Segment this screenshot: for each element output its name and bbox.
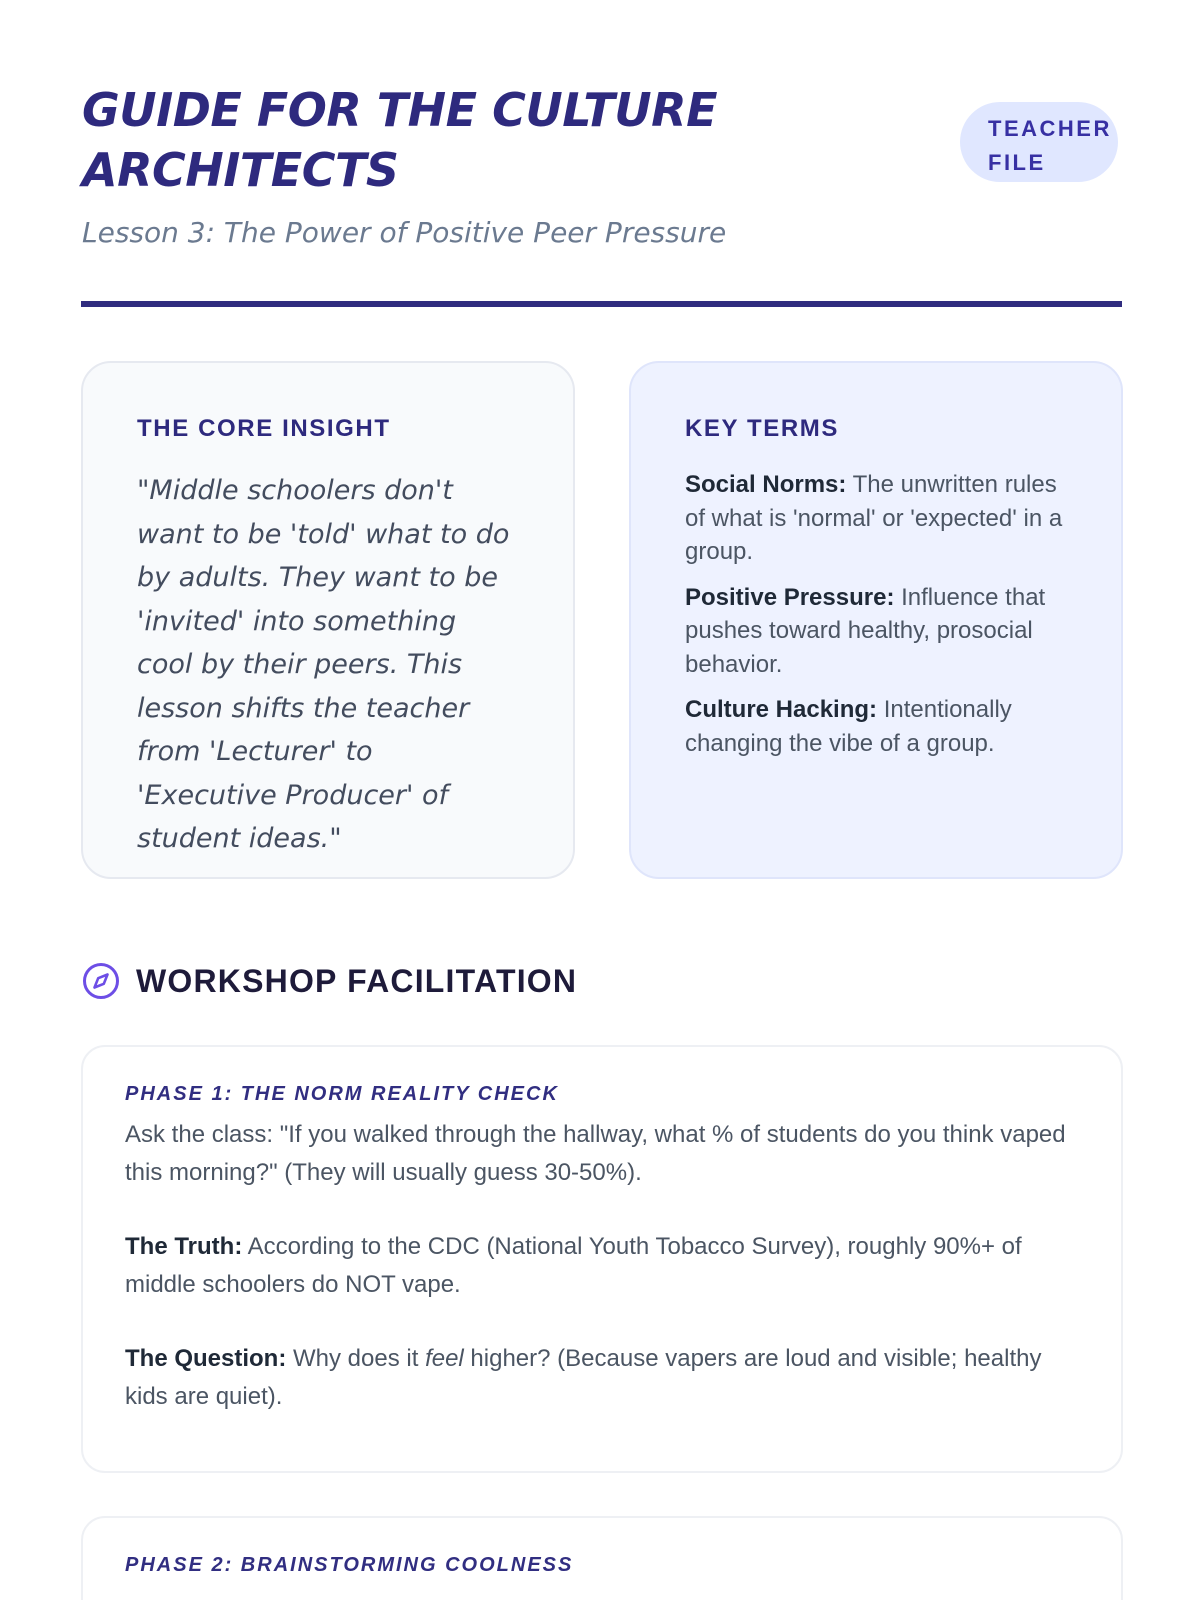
phase-1-label: PHASE 1: THE NORM REALITY CHECK bbox=[125, 1083, 559, 1105]
phase-1-question bbox=[125, 1340, 1079, 1416]
key-terms-card bbox=[629, 361, 1123, 879]
phase-1-card bbox=[81, 1045, 1123, 1473]
term-social-norms bbox=[685, 468, 1067, 569]
phase-2-card bbox=[81, 1516, 1123, 1600]
page-title: GUIDE FOR THE CULTURE ARCHITECTS bbox=[82, 83, 718, 197]
lesson-subtitle: Lesson 3: The Power of Positive Peer Pressure bbox=[82, 216, 727, 249]
question-text-end: higher? (Because vapers are loud and visible; healthy kids are quiet). bbox=[125, 1345, 1042, 1410]
term-name: Social Norms: bbox=[685, 471, 847, 498]
term-positive-pressure bbox=[685, 581, 1067, 682]
question-emphasis: feel bbox=[425, 1345, 464, 1372]
page-header bbox=[82, 80, 1122, 249]
compass-icon bbox=[82, 962, 120, 1000]
truth-lead: The Truth: bbox=[125, 1233, 243, 1260]
phase-2-label: PHASE 2: BRAINSTORMING COOLNESS bbox=[125, 1554, 574, 1576]
core-insight-heading: THE CORE INSIGHT bbox=[137, 415, 391, 442]
term-definition: Influence that pushes toward healthy, prosocial behavior. bbox=[685, 583, 1046, 678]
phase-1-truth bbox=[125, 1228, 1079, 1304]
workshop-section-title: WORKSHOP FACILITATION bbox=[136, 962, 578, 999]
header-divider bbox=[81, 301, 1122, 307]
term-definition: Intentionally changing the vibe of a group. bbox=[685, 696, 1012, 757]
workshop-section-heading bbox=[82, 961, 577, 1001]
question-lead: The Question: bbox=[125, 1345, 287, 1372]
core-insight-quote: "Middle schoolers don't want to be 'told' what to do by adults. They want to be 'invited' into something cool by their peers. This lesson shifts the teacher from 'Lecturer' to 'Executive Producer' of student ideas." bbox=[137, 475, 510, 854]
key-terms-heading: KEY TERMS bbox=[685, 415, 839, 442]
key-terms-list bbox=[685, 468, 1067, 760]
question-text-start: Why does it bbox=[286, 1345, 426, 1372]
core-insight-card bbox=[81, 361, 575, 879]
term-culture-hacking bbox=[685, 693, 1067, 760]
teacher-file-badge: TEACHER FILE bbox=[960, 102, 1118, 182]
phase-1-intro: Ask the class: "If you walked through the hallway, what % of students do you think vaped this morning?" (They will usually guess 30-50%). bbox=[125, 1121, 1066, 1186]
term-name: Culture Hacking: bbox=[685, 696, 878, 723]
term-definition: The unwritten rules of what is 'normal' or 'expected' in a group. bbox=[685, 471, 1063, 565]
term-name: Positive Pressure: bbox=[685, 583, 895, 611]
truth-text: According to the CDC (National Youth Tobacco Survey), roughly 90%+ of middle schoolers do NOT vape. bbox=[125, 1233, 1022, 1298]
